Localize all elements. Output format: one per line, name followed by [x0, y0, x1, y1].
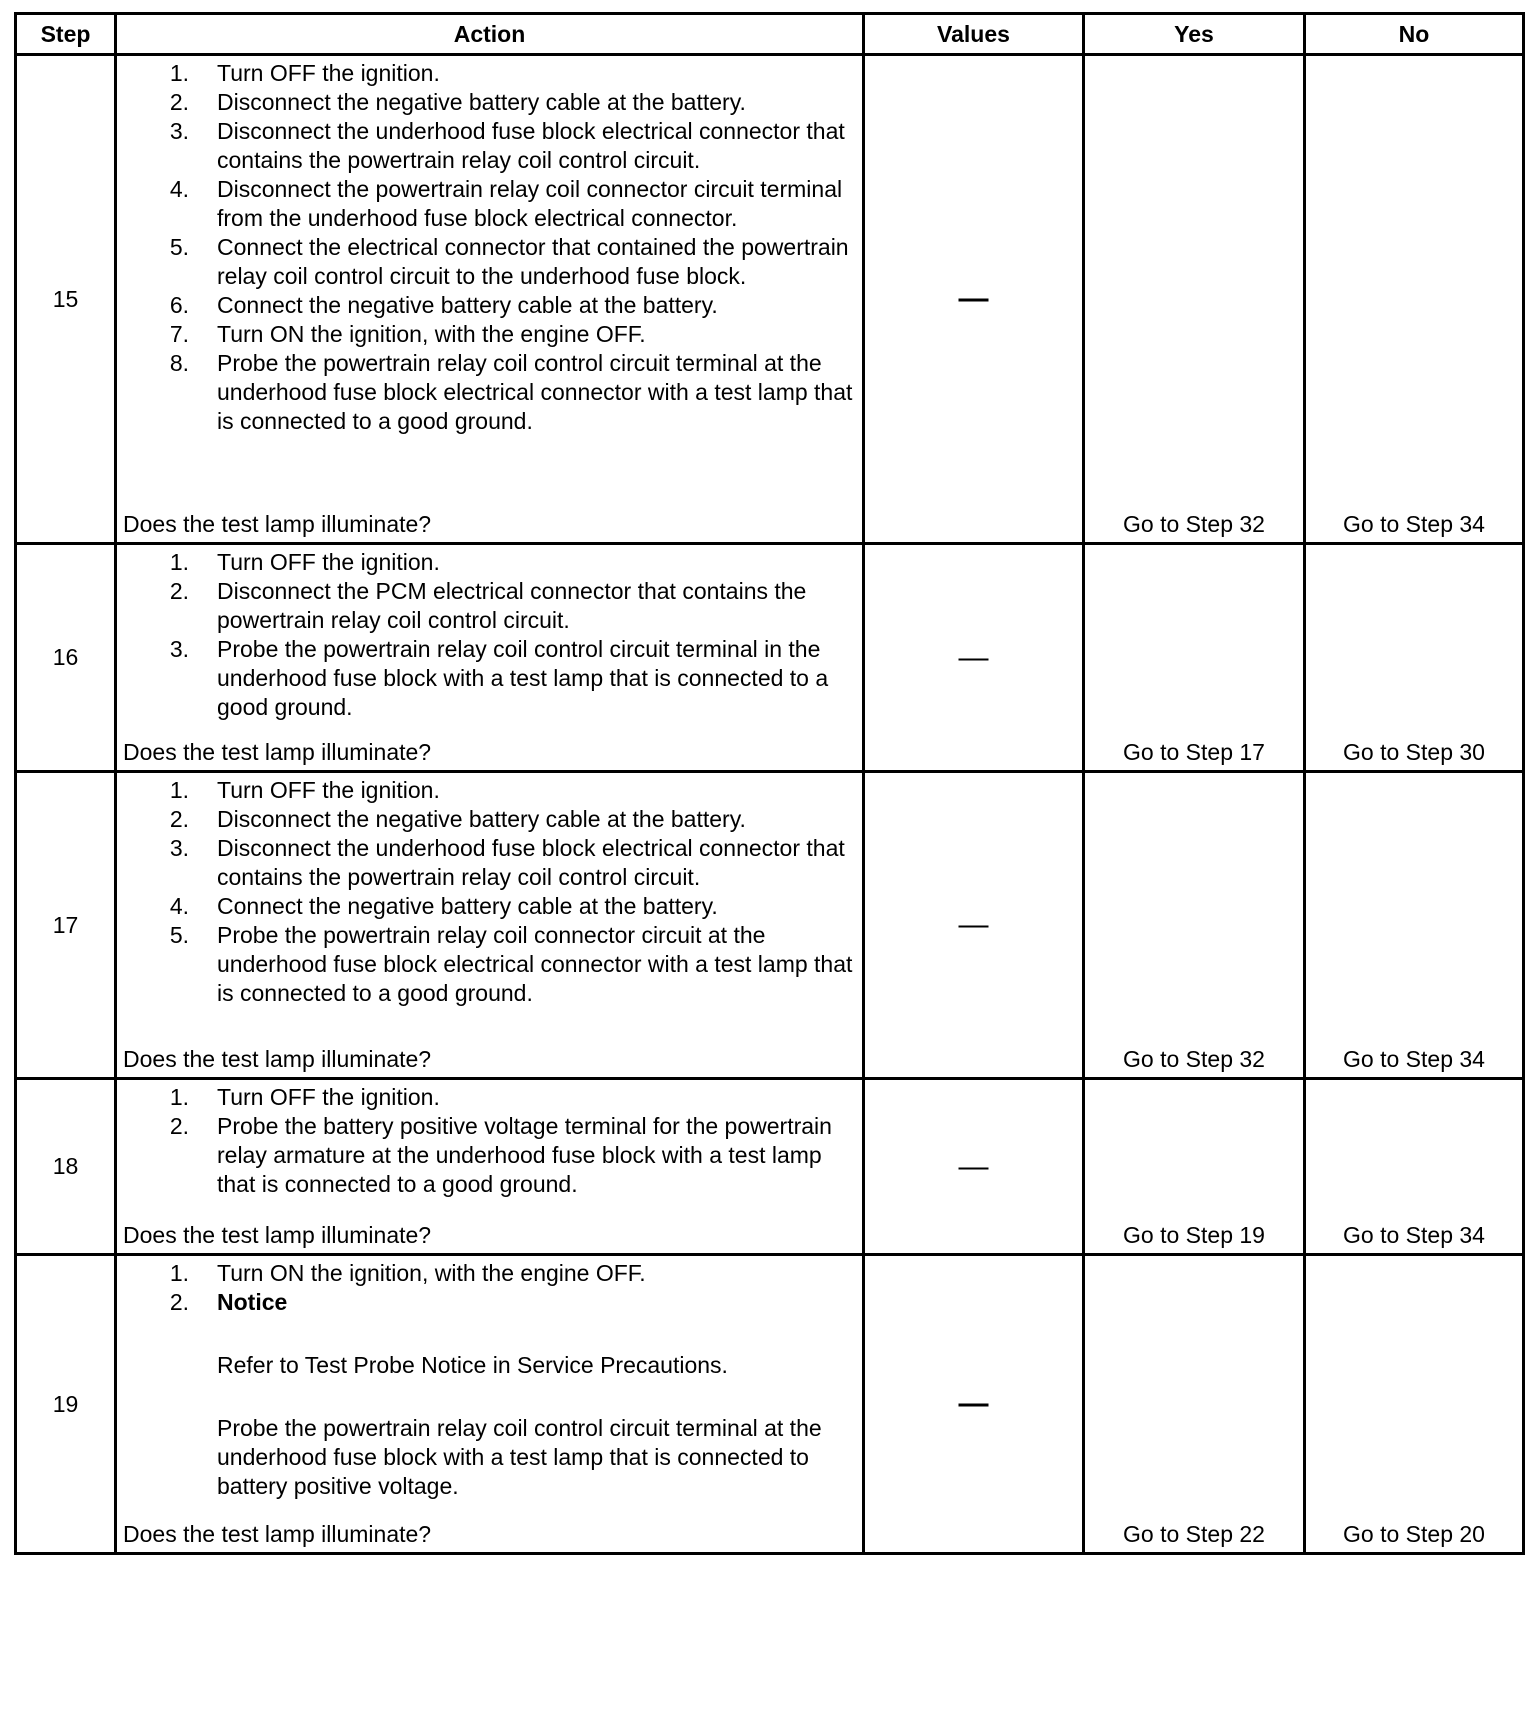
- notice-text: Refer to Test Probe Notice in Service Precautions.: [217, 1352, 728, 1378]
- step-text: Connect the negative battery cable at the battery.: [217, 893, 718, 919]
- action-step: [117, 88, 856, 117]
- step-index: 2.: [169, 1113, 189, 1139]
- action-step: [117, 59, 856, 88]
- step-index: 4.: [169, 893, 189, 919]
- no-result: Go to Step 34: [1305, 1079, 1524, 1255]
- step-index: 7.: [169, 321, 189, 347]
- yes-result: Go to Step 17: [1084, 544, 1305, 772]
- step-index: 8.: [169, 350, 189, 376]
- table-body: [16, 55, 1524, 1554]
- step-index: 5.: [169, 922, 189, 948]
- action-steps: [117, 545, 862, 722]
- header-yes: Yes: [1084, 14, 1305, 55]
- step-index: 1.: [169, 60, 189, 86]
- step-text: Connect the electrical connector that contained the powertrain relay coil control circuit to the underhood fuse block.: [217, 234, 849, 289]
- values-cell: —: [864, 544, 1084, 772]
- step-index: 3.: [169, 118, 189, 144]
- yes-result: Go to Step 19: [1084, 1079, 1305, 1255]
- step-index: 3.: [169, 636, 189, 662]
- table-row: [16, 544, 1524, 772]
- action-content: [117, 545, 862, 770]
- step-text: Disconnect the underhood fuse block electrical connector that contains the powertrain relay coil control circuit.: [217, 835, 845, 890]
- step-index: 1.: [169, 777, 189, 803]
- table-row: [16, 55, 1524, 544]
- step-text: Turn OFF the ignition.: [217, 1084, 440, 1110]
- step-index: 1.: [169, 1084, 189, 1110]
- action-step: [117, 805, 856, 834]
- step-text: Turn OFF the ignition.: [217, 777, 440, 803]
- action-step: [117, 291, 856, 320]
- question-text: Does the test lamp illuminate?: [123, 1521, 432, 1547]
- header-step: Step: [16, 14, 116, 55]
- action-step: [117, 233, 856, 291]
- step-text: Turn ON the ignition, with the engine OFF.: [217, 321, 646, 347]
- yes-result: Go to Step 32: [1084, 772, 1305, 1079]
- action-step: [117, 635, 856, 722]
- step-index: 3.: [169, 835, 189, 861]
- action-step: [117, 320, 856, 349]
- action-content: [117, 773, 862, 1077]
- header-no: No: [1305, 14, 1524, 55]
- table-row: [16, 1079, 1524, 1255]
- diagnostic-table: [14, 12, 1525, 1555]
- question-text: Does the test lamp illuminate?: [123, 1046, 432, 1072]
- table-row: [16, 772, 1524, 1079]
- step-text: Turn OFF the ignition.: [217, 60, 440, 86]
- action-step: [117, 349, 856, 436]
- step-text: Probe the powertrain relay coil connector circuit at the underhood fuse block electrical connector with a test lamp that is connected to a good ground.: [217, 922, 853, 1006]
- step-index: 2.: [169, 806, 189, 832]
- step-index: 6.: [169, 292, 189, 318]
- step-text: Connect the negative battery cable at the battery.: [217, 292, 718, 318]
- action-step: [117, 548, 856, 577]
- step-number: 15: [16, 55, 116, 544]
- step-text: Turn ON the ignition, with the engine OFF.: [217, 1260, 646, 1286]
- step-index: 5.: [169, 234, 189, 260]
- step-number: 16: [16, 544, 116, 772]
- no-result: Go to Step 30: [1305, 544, 1524, 772]
- step-number: 17: [16, 772, 116, 1079]
- action-steps: [117, 1256, 862, 1501]
- step-text: Probe the powertrain relay coil control circuit terminal at the underhood fuse block with a test lamp that is connected to battery positive voltage.: [217, 1415, 822, 1499]
- values-cell: —: [864, 1079, 1084, 1255]
- step-text: Disconnect the negative battery cable at the battery.: [217, 89, 746, 115]
- values-cell: —: [864, 772, 1084, 1079]
- table-row: [16, 1255, 1524, 1554]
- action-cell: [116, 1255, 864, 1554]
- step-text: Disconnect the underhood fuse block electrical connector that contains the powertrain relay coil control circuit.: [217, 118, 845, 173]
- action-step: [117, 175, 856, 233]
- question-text: Does the test lamp illuminate?: [123, 1222, 432, 1248]
- action-step: [117, 834, 856, 892]
- step-text: Disconnect the PCM electrical connector that contains the powertrain relay coil control circuit.: [217, 578, 807, 633]
- step-index: 1.: [169, 549, 189, 575]
- notice-title: Notice: [217, 1289, 288, 1315]
- action-steps: [117, 1080, 862, 1199]
- action-steps: [117, 773, 862, 1008]
- values-cell: —: [864, 1255, 1084, 1554]
- no-result: Go to Step 34: [1305, 772, 1524, 1079]
- action-step: [117, 1112, 856, 1199]
- question-text: Does the test lamp illuminate?: [123, 511, 432, 537]
- header-row: [16, 14, 1524, 55]
- action-step: [117, 1259, 856, 1288]
- action-step: [117, 776, 856, 805]
- action-content: [117, 56, 862, 542]
- step-text: Probe the powertrain relay coil control circuit terminal in the underhood fuse block with a test lamp that is connected to a good ground.: [217, 636, 829, 720]
- action-step: [117, 577, 856, 635]
- step-text: Probe the battery positive voltage terminal for the powertrain relay armature at the underhood fuse block with a test lamp that is connected to a good ground.: [217, 1113, 832, 1197]
- action-cell: [116, 1079, 864, 1255]
- step-text: Turn OFF the ignition.: [217, 549, 440, 575]
- question-text: Does the test lamp illuminate?: [123, 739, 432, 765]
- step-index: 2.: [169, 89, 189, 115]
- action-step: [117, 1288, 856, 1501]
- action-step: [117, 117, 856, 175]
- action-steps: [117, 56, 862, 436]
- step-index: 1.: [169, 1260, 189, 1286]
- step-index: 2.: [169, 1289, 189, 1315]
- no-result: Go to Step 20: [1305, 1255, 1524, 1554]
- step-text: Disconnect the negative battery cable at the battery.: [217, 806, 746, 832]
- yes-result: Go to Step 32: [1084, 55, 1305, 544]
- step-number: 18: [16, 1079, 116, 1255]
- no-result: Go to Step 34: [1305, 55, 1524, 544]
- step-index: 2.: [169, 578, 189, 604]
- step-index: 4.: [169, 176, 189, 202]
- step-text: Disconnect the powertrain relay coil connector circuit terminal from the underhood fuse block electrical connector.: [217, 176, 843, 231]
- header-values: Values: [864, 14, 1084, 55]
- header-action: Action: [116, 14, 864, 55]
- action-step: [117, 1083, 856, 1112]
- step-text: Probe the powertrain relay coil control circuit terminal at the underhood fuse block electrical connector with a test lamp that is connected to a good ground.: [217, 350, 853, 434]
- action-cell: [116, 55, 864, 544]
- action-step: [117, 921, 856, 1008]
- action-content: [117, 1256, 862, 1552]
- action-content: [117, 1080, 862, 1253]
- table-header: [16, 14, 1524, 55]
- yes-result: Go to Step 22: [1084, 1255, 1305, 1554]
- action-cell: [116, 544, 864, 772]
- action-step: [117, 892, 856, 921]
- action-cell: [116, 772, 864, 1079]
- step-number: 19: [16, 1255, 116, 1554]
- notice-block: [217, 1288, 856, 1501]
- values-cell: —: [864, 55, 1084, 544]
